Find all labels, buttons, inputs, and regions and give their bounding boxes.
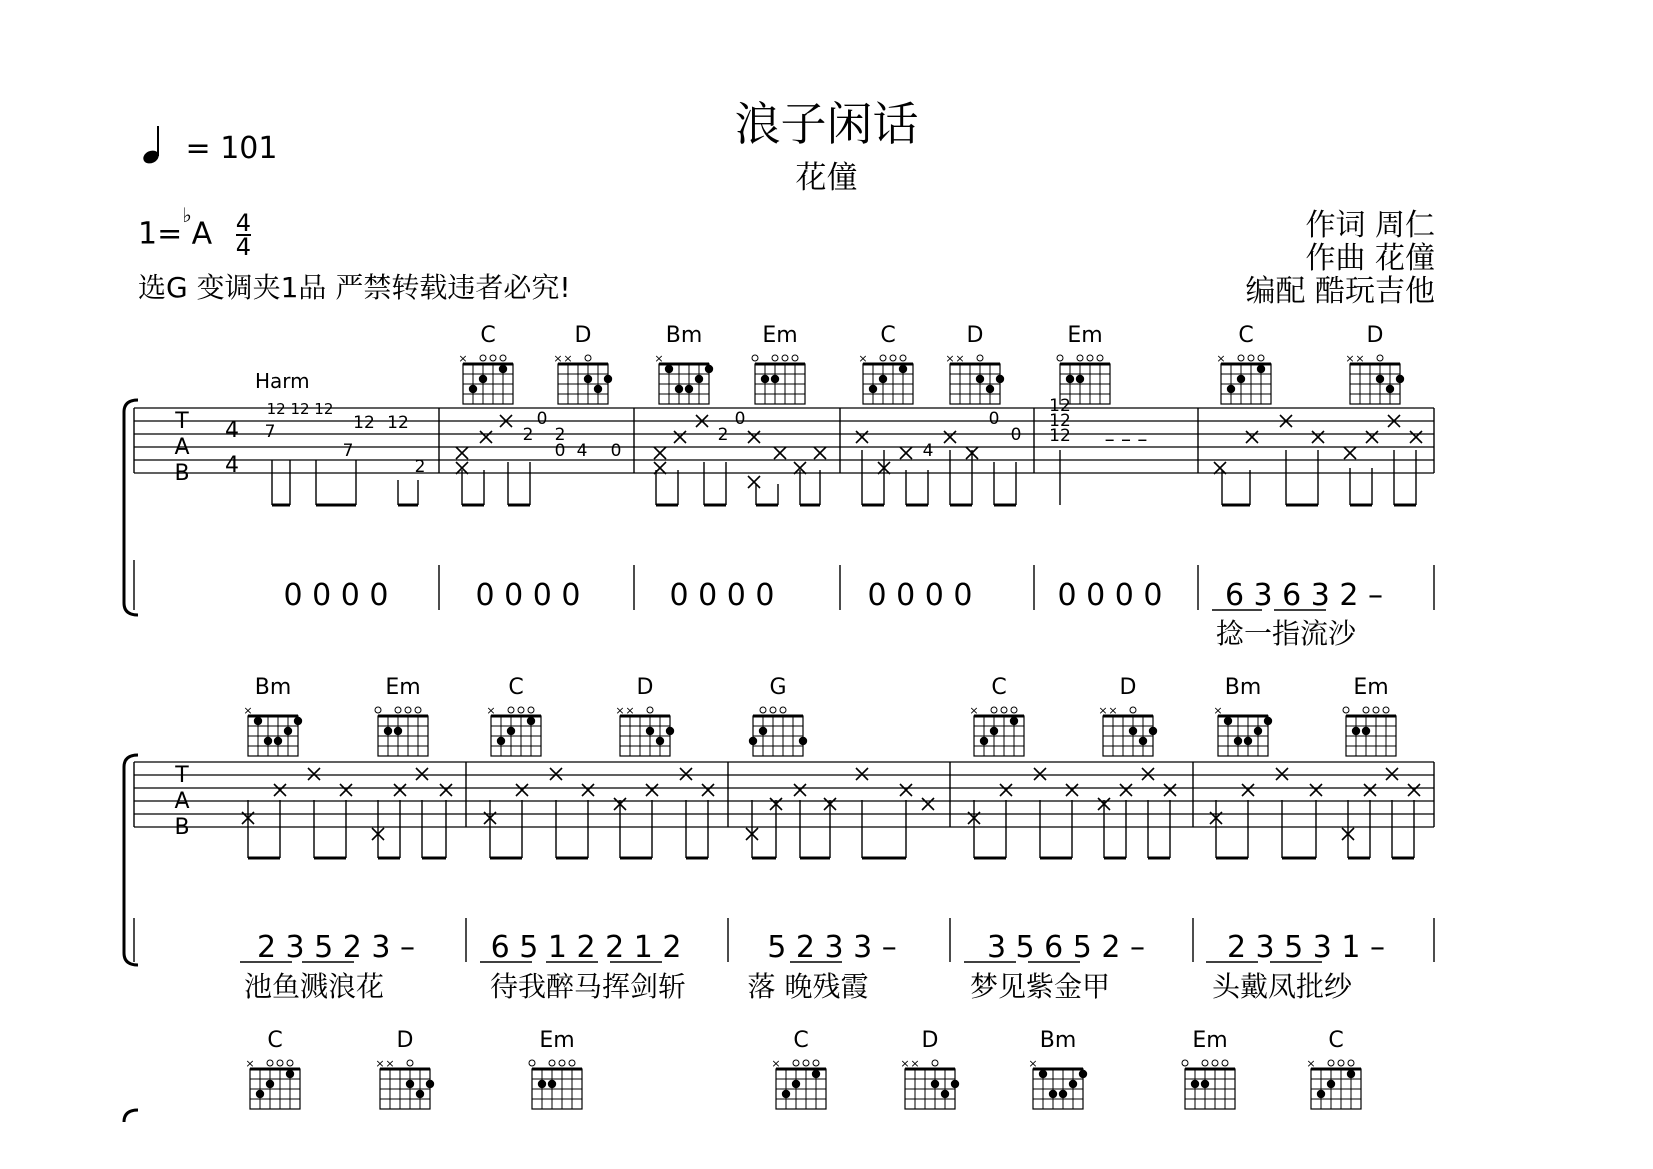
muted-string-mark: ×	[1306, 1057, 1316, 1070]
chord-dot	[1376, 375, 1384, 383]
open-string-mark	[287, 1060, 293, 1066]
open-string-mark	[772, 355, 778, 361]
time-sig: 4	[225, 453, 239, 478]
open-string-mark	[1077, 355, 1083, 361]
chord-dot	[899, 365, 907, 373]
open-string-mark	[770, 707, 776, 713]
chord-dot	[1010, 717, 1018, 725]
fret-number: 4	[576, 441, 588, 461]
chord-dot	[792, 1080, 800, 1088]
chord-name: C	[1328, 1028, 1344, 1053]
chord-name: C	[880, 323, 896, 348]
muted-string-mark: ×	[1345, 352, 1355, 365]
open-string-mark	[1212, 1060, 1218, 1066]
chord-name: D	[396, 1028, 414, 1053]
muted-string-mark: ×	[771, 1057, 781, 1070]
open-string-mark	[813, 1060, 819, 1066]
open-string-mark	[559, 1060, 565, 1066]
fret-number: 12	[387, 413, 409, 433]
chord-dot	[497, 737, 505, 745]
chord-dot	[594, 385, 602, 393]
chord-dot	[274, 737, 282, 745]
chord-dot	[879, 375, 887, 383]
open-string-mark	[1130, 707, 1136, 713]
chord-dot	[666, 727, 674, 735]
chord-dot	[1129, 727, 1137, 735]
jianpu-measure: 2 3 5 2 3 –	[256, 930, 416, 965]
fret-number: 0	[610, 441, 622, 461]
chord-name: Em	[762, 323, 798, 348]
chord-dot	[941, 1090, 949, 1098]
harm-label: Harm	[255, 369, 310, 393]
fret-number: 0	[988, 409, 1000, 429]
open-string-mark	[647, 707, 653, 713]
chord-name: C	[480, 323, 496, 348]
jianpu-measure: 3 5 6 5 2 –	[986, 930, 1146, 965]
fret-number: 2	[717, 425, 729, 445]
fret-number: 12	[1049, 426, 1071, 446]
chord-dot	[996, 375, 1004, 383]
lyric-line: 头戴凤批纱	[1211, 970, 1353, 1003]
chord-dot	[1396, 375, 1404, 383]
chord-dot	[1352, 727, 1360, 735]
system-brace	[124, 400, 138, 615]
muted-string-mark: ×	[910, 1057, 920, 1070]
open-string-mark	[1373, 707, 1379, 713]
open-string-mark	[395, 707, 401, 713]
chord-name: C	[991, 675, 1007, 700]
open-string-mark	[1348, 1060, 1354, 1066]
chord-dot	[499, 365, 507, 373]
fret-number: 0	[734, 409, 746, 429]
chord-dot	[384, 727, 392, 735]
muted-string-mark: ×	[654, 352, 664, 365]
open-string-mark	[1238, 355, 1244, 361]
jianpu-measure: 0 0 0 0	[1057, 578, 1163, 613]
open-string-mark	[932, 1060, 938, 1066]
harm-frets: 12 12 12	[266, 400, 334, 418]
open-string-mark	[1328, 1060, 1334, 1066]
muted-string-mark: ×	[1355, 352, 1365, 365]
fret-number: 12	[1049, 396, 1071, 416]
muted-string-mark: ×	[858, 352, 868, 365]
chord-dot	[1076, 375, 1084, 383]
chord-dot	[990, 727, 998, 735]
open-string-mark	[267, 1060, 273, 1066]
muted-string-mark: ×	[375, 1057, 385, 1070]
chord-name: C	[1238, 323, 1254, 348]
fret-number: 12	[353, 413, 375, 433]
open-string-mark	[277, 1060, 283, 1066]
capo-note: 选G 变调夹1品 严禁转载违者必究!	[138, 271, 571, 304]
chord-dot	[416, 1090, 424, 1098]
open-string-mark	[1202, 1060, 1208, 1066]
open-string-mark	[1338, 1060, 1344, 1066]
chord-name: Bm	[1039, 1028, 1077, 1053]
chord-dot	[1224, 717, 1232, 725]
open-string-mark	[585, 355, 591, 361]
chord-dot	[264, 737, 272, 745]
chord-name: Em	[539, 1028, 575, 1053]
chord-dot	[284, 727, 292, 735]
chord-name: D	[966, 323, 984, 348]
system-brace	[124, 1110, 138, 1122]
muted-string-mark: ×	[458, 352, 468, 365]
composer-credit: 作曲 花僮	[1305, 241, 1435, 276]
open-string-mark	[1057, 355, 1063, 361]
chord-name: Bm	[665, 323, 703, 348]
open-string-mark	[977, 355, 983, 361]
open-string-mark	[508, 707, 514, 713]
chord-dot	[931, 1080, 939, 1088]
muted-string-mark: ×	[385, 1057, 395, 1070]
open-string-mark	[528, 707, 534, 713]
chord-name: Bm	[254, 675, 292, 700]
chord-dot	[782, 1090, 790, 1098]
chord-dot	[507, 727, 515, 735]
chord-dot	[675, 385, 683, 393]
chord-name: D	[574, 323, 592, 348]
chord-dot	[266, 1080, 274, 1088]
lyric-line: 池鱼溅浪花	[243, 970, 385, 1003]
chord-dot	[976, 375, 984, 383]
chord-dot	[1237, 375, 1245, 383]
chord-dot	[771, 375, 779, 383]
chord-dot	[426, 1080, 434, 1088]
open-string-mark	[549, 1060, 555, 1066]
open-string-mark	[415, 707, 421, 713]
chord-name: Em	[1192, 1028, 1228, 1053]
chord-dot	[869, 385, 877, 393]
chord-dot	[538, 1080, 546, 1088]
chord-dot	[406, 1080, 414, 1088]
open-string-mark	[1377, 355, 1383, 361]
chord-name: Em	[385, 675, 421, 700]
fret-number: 0	[536, 409, 548, 429]
muted-string-mark: ×	[245, 1057, 255, 1070]
chord-dot	[812, 1070, 820, 1078]
chord-dot	[986, 385, 994, 393]
tab-letter-t: T	[175, 763, 189, 788]
lyric-line: 落 晚残霞	[747, 970, 869, 1003]
open-string-mark	[803, 1060, 809, 1066]
open-string-mark	[500, 355, 506, 361]
jianpu-measure: 2 3 5 3 1 –	[1226, 930, 1386, 965]
chord-dot	[1039, 1070, 1047, 1078]
jianpu-measure: 0 0 0 0	[669, 578, 775, 613]
chord-dot	[1149, 727, 1157, 735]
chord-dot	[1201, 1080, 1209, 1088]
time-signature: $\frac{4}{4}$	[235, 209, 252, 261]
chord-name: D	[921, 1028, 939, 1053]
chord-dot	[951, 1080, 959, 1088]
lyric-line: 梦见紫金甲	[969, 970, 1111, 1003]
chord-dot	[256, 1090, 264, 1098]
chord-dot	[1191, 1080, 1199, 1088]
chord-dot	[1059, 1090, 1067, 1098]
chord-dot	[1254, 727, 1262, 735]
open-string-mark	[1383, 707, 1389, 713]
open-string-mark	[1001, 707, 1007, 713]
chord-dot	[656, 737, 664, 745]
fret-number: 12	[1049, 411, 1071, 431]
jianpu-measure: 0 0 0 0	[283, 578, 389, 613]
chord-dot	[479, 375, 487, 383]
chord-dot	[1386, 385, 1394, 393]
fret-number: 0	[1010, 425, 1022, 445]
lyric-line: 待我醉马挥剑斩	[489, 970, 687, 1003]
tempo-value: = 101	[185, 130, 278, 166]
open-string-mark	[490, 355, 496, 361]
open-string-mark	[1097, 355, 1103, 361]
key-signature: $1=^♭A \frac{4}{4}$	[138, 202, 252, 261]
fret-number: 7	[264, 422, 276, 442]
chord-dot	[1079, 1070, 1087, 1078]
fret-number: 2	[414, 457, 426, 477]
artist-name: 花僮	[795, 160, 858, 196]
open-string-mark	[518, 707, 524, 713]
chord-dot	[1257, 365, 1265, 373]
lyric-line: 捻一指流沙	[1215, 617, 1357, 650]
song-title: 浪子闲话	[734, 97, 919, 151]
open-string-mark	[1248, 355, 1254, 361]
open-string-mark	[480, 355, 486, 361]
muted-string-mark: ×	[1216, 352, 1226, 365]
chord-name: D	[1366, 323, 1384, 348]
chord-dot	[695, 375, 703, 383]
arranger-credit: 编配 酷玩吉他	[1245, 274, 1435, 309]
muted-string-mark: ×	[553, 352, 563, 365]
chord-name: C	[793, 1028, 809, 1053]
chord-dot	[665, 365, 673, 373]
system-brace	[124, 755, 138, 965]
muted-string-mark: ×	[615, 704, 625, 717]
chord-dot	[980, 737, 988, 745]
chord-name: D	[636, 675, 654, 700]
chord-dot	[1327, 1080, 1335, 1088]
muted-string-mark: ×	[1028, 1057, 1038, 1070]
open-string-mark	[1343, 707, 1349, 713]
chord-name: C	[267, 1028, 283, 1053]
chord-dot	[1234, 737, 1242, 745]
chord-dot	[761, 375, 769, 383]
chord-dot	[1066, 375, 1074, 383]
chord-dot	[749, 737, 757, 745]
tab-letter-a: A	[174, 789, 190, 814]
jianpu-measure: 0 0 0 0	[475, 578, 581, 613]
chord-dot	[294, 717, 302, 725]
chord-dot	[1139, 737, 1147, 745]
muted-string-mark: ×	[945, 352, 955, 365]
chord-dot	[646, 727, 654, 735]
lyricist-credit: 作词 周仁	[1305, 208, 1435, 243]
chord-name: G	[769, 675, 787, 700]
chord-dot	[799, 737, 807, 745]
muted-string-mark: ×	[625, 704, 635, 717]
chord-dot	[1347, 1070, 1355, 1078]
chord-dot	[1227, 385, 1235, 393]
muted-string-mark: ×	[1108, 704, 1118, 717]
chord-name: Bm	[1224, 675, 1262, 700]
open-string-mark	[407, 1060, 413, 1066]
open-string-mark	[752, 355, 758, 361]
chord-dot	[469, 385, 477, 393]
open-string-mark	[405, 707, 411, 713]
open-string-mark	[1011, 707, 1017, 713]
chord-dot	[394, 727, 402, 735]
chord-name: Em	[1353, 675, 1389, 700]
rest-dashes: – – –	[1104, 427, 1148, 451]
tab-letter-t: T	[175, 409, 189, 434]
muted-string-mark: ×	[969, 704, 979, 717]
jianpu-measure: 6 5 1 2 2 1 2	[490, 930, 682, 965]
muted-string-mark: ×	[1098, 704, 1108, 717]
chord-dot	[1362, 727, 1370, 735]
chord-dot	[254, 717, 262, 725]
open-string-mark	[375, 707, 381, 713]
chord-dot	[705, 365, 713, 373]
tab-letter-b: B	[174, 815, 190, 840]
open-string-mark	[780, 707, 786, 713]
muted-string-mark: ×	[563, 352, 573, 365]
open-string-mark	[782, 355, 788, 361]
open-string-mark	[1258, 355, 1264, 361]
chord-dot	[604, 375, 612, 383]
open-string-mark	[792, 355, 798, 361]
time-sig: 4	[225, 418, 239, 443]
open-string-mark	[1182, 1060, 1188, 1066]
open-string-mark	[890, 355, 896, 361]
muted-string-mark: ×	[486, 704, 496, 717]
open-string-mark	[900, 355, 906, 361]
chord-dot	[759, 727, 767, 735]
tab-letter-b: B	[174, 461, 190, 486]
chord-name: C	[508, 675, 524, 700]
open-string-mark	[793, 1060, 799, 1066]
open-string-mark	[1222, 1060, 1228, 1066]
fret-number: 2	[522, 425, 534, 445]
chord-dot	[1244, 737, 1252, 745]
muted-string-mark: ×	[1213, 704, 1223, 717]
chord-dot	[685, 385, 693, 393]
jianpu-measure: 5 2 3 3 –	[767, 930, 897, 965]
open-string-mark	[529, 1060, 535, 1066]
open-string-mark	[569, 1060, 575, 1066]
jianpu-measure: 6 3 6 3 2 –	[1224, 578, 1384, 613]
chord-name: Em	[1067, 323, 1103, 348]
chord-dot	[1317, 1090, 1325, 1098]
chord-name: D	[1119, 675, 1137, 700]
fret-number: 4	[922, 441, 934, 461]
open-string-mark	[1363, 707, 1369, 713]
chord-dot	[286, 1070, 294, 1078]
chord-dot	[1264, 717, 1272, 725]
open-string-mark	[991, 707, 997, 713]
open-string-mark	[880, 355, 886, 361]
tab-letter-a: A	[174, 435, 190, 460]
chord-dot	[1049, 1090, 1057, 1098]
fret-number: 7	[342, 441, 354, 461]
muted-string-mark: ×	[955, 352, 965, 365]
muted-string-mark: ×	[900, 1057, 910, 1070]
muted-string-mark: ×	[243, 704, 253, 717]
fret-number: 0	[554, 441, 566, 461]
chord-dot	[548, 1080, 556, 1088]
jianpu-measure: 0 0 0 0	[867, 578, 973, 613]
chord-dot	[527, 717, 535, 725]
fret-number: 2	[554, 425, 566, 445]
chord-dot	[1069, 1080, 1077, 1088]
open-string-mark	[1087, 355, 1093, 361]
chord-dot	[584, 375, 592, 383]
open-string-mark	[760, 707, 766, 713]
